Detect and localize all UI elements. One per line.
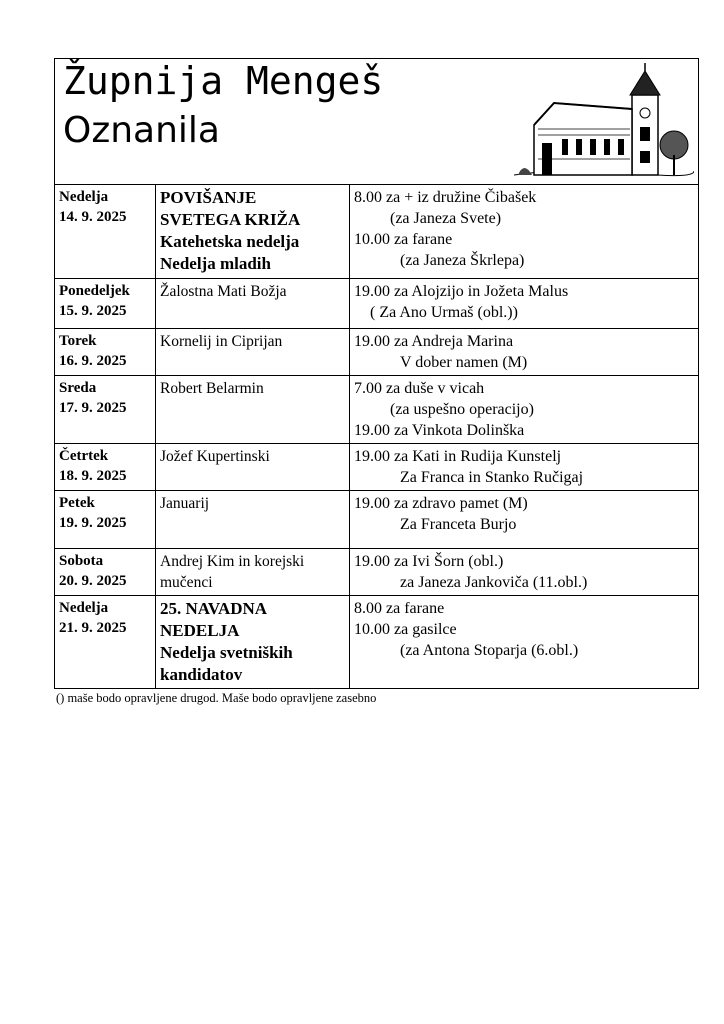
feast-line: Kornelij in Ciprijan <box>160 333 283 350</box>
mass-intention: 10.00 za farane <box>354 231 453 248</box>
mass-cell <box>350 279 699 329</box>
feast-line: Januarij <box>160 495 210 512</box>
day-name: Ponedeljek <box>59 283 130 299</box>
feast-cell <box>156 329 350 376</box>
mass-intention: Za Franca in Stanko Ručigaj <box>400 469 584 486</box>
feast-line: Andrej Kim in korejski <box>160 553 305 570</box>
mass-cell <box>350 444 699 491</box>
feast-cell <box>156 376 350 444</box>
day-name: Četrtek <box>59 448 109 464</box>
table-row <box>55 376 699 444</box>
mass-intention: V dober namen (M) <box>400 354 528 371</box>
table-row <box>55 329 699 376</box>
mass-intention: 19.00 za Ivi Šorn (obl.) <box>354 553 504 570</box>
day-date: 20. 9. 2025 <box>59 573 127 589</box>
day-cell <box>55 491 156 549</box>
mass-intention: (za Janeza Svete) <box>390 210 502 227</box>
day-date: 15. 9. 2025 <box>59 303 127 319</box>
mass-intention: (za uspešno operacijo) <box>390 401 534 418</box>
feast-line: Nedelja svetniških <box>160 643 293 662</box>
day-cell <box>55 376 156 444</box>
feast-line: Žalostna Mati Božja <box>160 283 287 300</box>
table-row <box>55 549 699 596</box>
day-date: 18. 9. 2025 <box>59 468 127 484</box>
church-illustration <box>514 63 694 181</box>
feast-cell <box>156 596 350 689</box>
day-cell <box>55 549 156 596</box>
mass-intention: 10.00 za gasilce <box>354 621 457 638</box>
mass-intention: 8.00 za farane <box>354 600 445 617</box>
mass-intention: 19.00 za zdravo pamet (M) <box>354 495 528 512</box>
mass-intention: za Janeza Jankoviča (11.obl.) <box>400 574 588 591</box>
table-row <box>55 491 699 549</box>
feast-cell <box>156 185 350 279</box>
table-row <box>55 444 699 491</box>
mass-cell <box>350 596 699 689</box>
feast-line: Robert Belarmin <box>160 380 264 397</box>
day-name: Nedelja <box>59 189 109 205</box>
day-cell <box>55 185 156 279</box>
mass-intention: (za Janeza Škrlepa) <box>400 252 525 269</box>
feast-line: SVETEGA KRIŽA <box>160 210 301 229</box>
day-name: Sreda <box>59 380 97 396</box>
day-date: 21. 9. 2025 <box>59 620 127 636</box>
feast-line: Nedelja mladih <box>160 254 271 273</box>
day-cell <box>55 596 156 689</box>
table-row <box>55 596 699 689</box>
day-name: Torek <box>59 333 97 349</box>
footnote: () maše bodo opravljene drugod. Maše bodo opravljene zasebno <box>56 691 377 705</box>
mass-cell <box>350 185 699 279</box>
mass-cell <box>350 329 699 376</box>
day-cell <box>55 329 156 376</box>
day-cell <box>55 444 156 491</box>
mass-intention: ( Za Ano Urmaš (obl.)) <box>370 304 518 321</box>
feast-line: kandidatov <box>160 665 243 684</box>
feast-cell <box>156 549 350 596</box>
day-name: Nedelja <box>59 600 109 616</box>
feast-line: mučenci <box>160 574 213 591</box>
feast-line: NEDELJA <box>160 621 240 640</box>
day-name: Sobota <box>59 553 104 569</box>
bulletin-page <box>54 58 699 706</box>
feast-cell <box>156 279 350 329</box>
mass-cell <box>350 491 699 549</box>
mass-intention: 7.00 za duše v vicah <box>354 380 485 397</box>
table-row <box>55 279 699 329</box>
mass-intention: 19.00 za Vinkota Dolinška <box>354 422 525 439</box>
mass-cell <box>350 549 699 596</box>
header <box>54 58 699 184</box>
mass-intention: 19.00 za Andreja Marina <box>354 333 514 350</box>
table-row <box>55 185 699 279</box>
day-date: 19. 9. 2025 <box>59 515 127 531</box>
day-cell <box>55 279 156 329</box>
mass-cell <box>350 376 699 444</box>
feast-cell <box>156 491 350 549</box>
mass-intention: 8.00 za + iz družine Čibašek <box>354 189 537 206</box>
mass-intention: 19.00 za Kati in Rudija Kunstelj <box>354 448 562 465</box>
mass-intention: 19.00 za Alojzijo in Jožeta Malus <box>354 283 569 300</box>
page-title: Oznanila <box>63 110 220 151</box>
feast-line: Jožef Kupertinski <box>160 448 270 465</box>
feast-line: POVIŠANJE <box>160 188 257 207</box>
schedule-table <box>54 184 699 689</box>
mass-intention: Za Franceta Burjo <box>400 516 517 533</box>
day-date: 14. 9. 2025 <box>59 209 127 225</box>
feast-line: 25. NAVADNA <box>160 599 268 618</box>
mass-intention: (za Antona Stoparja (6.obl.) <box>400 642 579 659</box>
day-name: Petek <box>59 495 95 511</box>
day-date: 16. 9. 2025 <box>59 353 127 369</box>
day-date: 17. 9. 2025 <box>59 400 127 416</box>
feast-line: Katehetska nedelja <box>160 232 300 251</box>
feast-cell <box>156 444 350 491</box>
parish-name: Župnija Mengeš <box>63 59 384 103</box>
